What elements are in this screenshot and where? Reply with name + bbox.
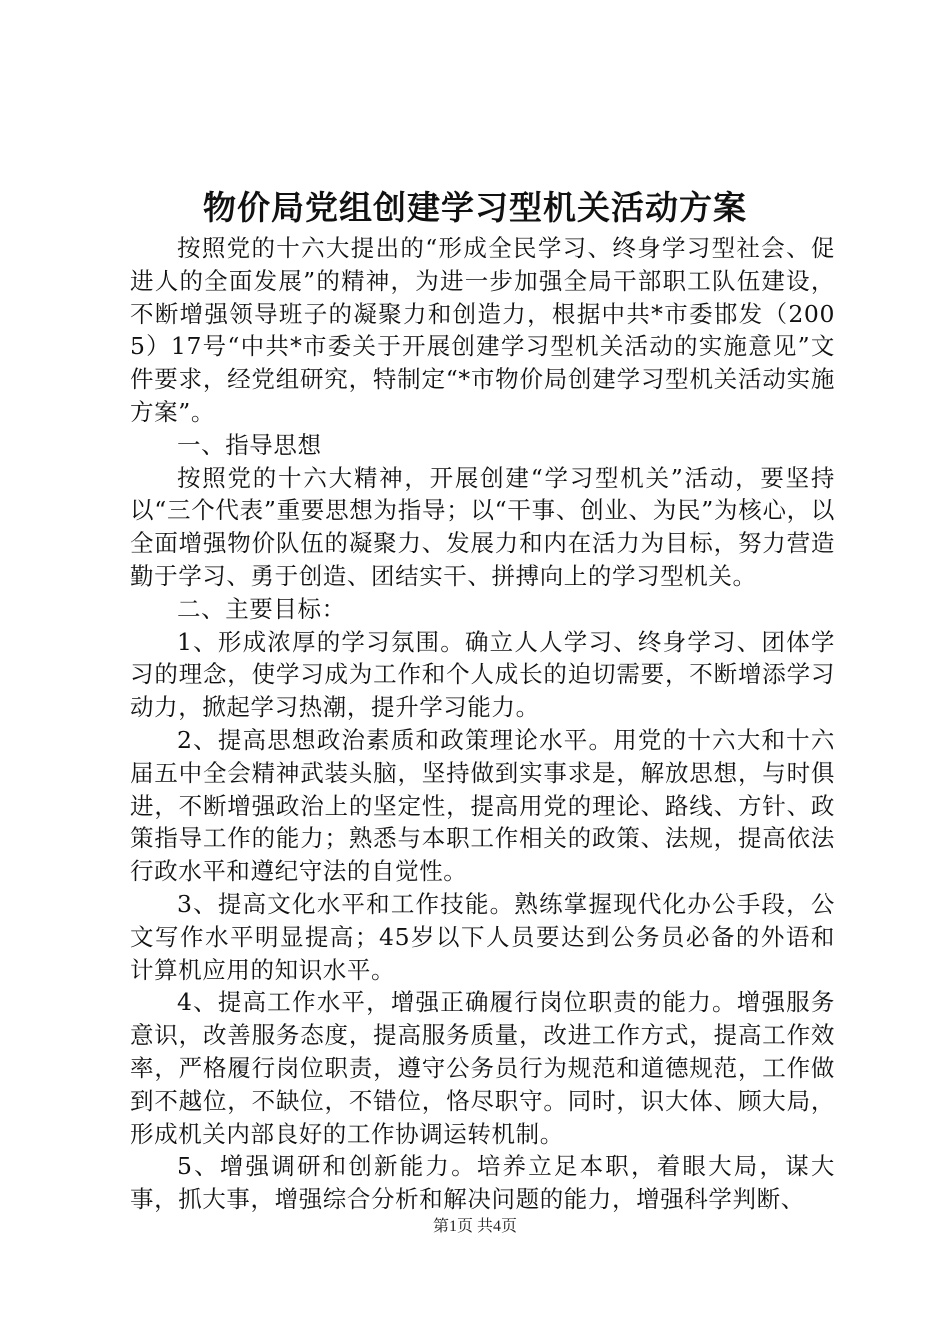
- document-title: 物价局党组创建学习型机关活动方案: [203, 188, 747, 227]
- document-body: [130, 232, 835, 1216]
- page-footer: 第1页 共4页: [432, 1218, 517, 1235]
- goal-item-5: 5、增强调研和创新能力。培养立足本职，着眼大局，谋大事，抓大事，增强综合分析和解决问题的能力，增强科学判断、: [130, 1152, 835, 1214]
- section-heading-main-goals: 二、主要目标：: [177, 594, 346, 623]
- guiding-ideology-paragraph: 按照党的十六大精神，开展创建“学习型机关”活动，要坚持以“三个代表”重要思想为指导；以“干事、创业、为民”为核心，以全面增强物价队伍的凝聚力、发展力和内在活力为目标，努力营造勤于学习、勇于创造、团结实干、拼搏向上的学习型机关。: [130, 463, 835, 590]
- intro-paragraph: 按照党的十六大提出的“形成全民学习、终身学习型社会、促进人的全面发展”的精神，为进一步加强全局干部职工队伍建设，不断增强领导班子的凝聚力和创造力，根据中共*市委邯发（2005）17号“中共*市委关于开展创建学习型机关活动的实施意见”文件要求，经党组研究，特制定“*市物价局创建学习型机关活动实施方案”。: [130, 234, 835, 426]
- goal-item-1: 1、形成浓厚的学习氛围。确立人人学习、终身学习、团体学习的理念，使学习成为工作和个人成长的迫切需要，不断增添学习动力，掀起学习热潮，提升学习能力。: [130, 627, 835, 722]
- section-heading-guiding-ideology: 一、指导思想: [177, 430, 322, 459]
- goal-item-3: 3、提高文化水平和工作技能。熟练掌握现代化办公手段，公文写作水平明显提高；45岁以下人员要达到公务员必备的外语和计算机应用的知识水平。: [130, 889, 835, 984]
- goal-item-4: 4、提高工作水平，增强正确履行岗位职责的能力。增强服务意识，改善服务态度，提高服务质量，改进工作方式，提高工作效率，严格履行岗位职责，遵守公务员行为规范和道德规范，工作做到不越位，不缺位，不错位，恪尽职守。同时，识大体、顾大局，形成机关内部良好的工作协调运转机制。: [130, 988, 835, 1148]
- goal-item-2: 2、提高思想政治素质和政策理论水平。用党的十六大和十六届五中全会精神武装头脑，坚持做到实事求是，解放思想，与时俱进，不断增强政治上的坚定性，提高用党的理论、路线、方针、政策指导工作的能力；熟悉与本职工作相关的政策、法规，提高依法行政水平和遵纪守法的自觉性。: [130, 725, 835, 886]
